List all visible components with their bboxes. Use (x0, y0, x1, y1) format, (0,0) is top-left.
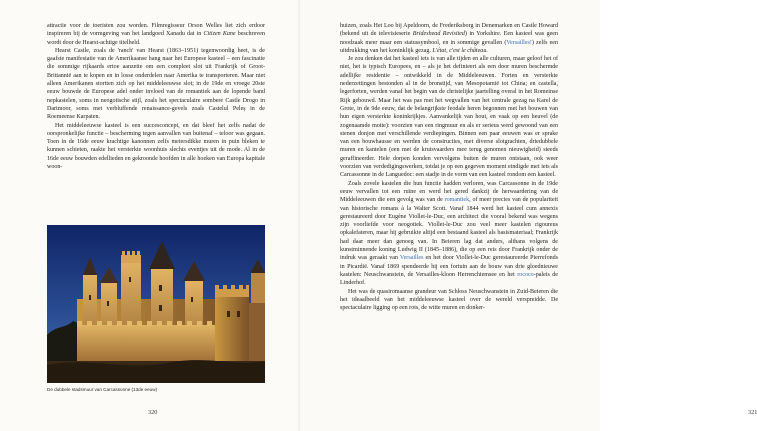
right-page (300, 0, 757, 431)
body-paragraph (47, 22, 265, 47)
italic-text: L'état, c'est le château. (432, 47, 488, 54)
body-paragraph (340, 55, 558, 179)
body-paragraph (340, 180, 558, 288)
left-page (0, 0, 300, 431)
page-number-left: 320 (148, 409, 158, 416)
text-run: Het middeleeuwse kasteel is een succesconcept, en dat bleef het zelfs nadat de oorspronkelijke functie – bescherming tegen aanvallen van buitenaf – teloor was gegaan. Toen in de 16de eeuw krachtige kanonnen zelfs metersdikke muren in puin bleken te kunnen schieten, raakte het versterkte woonhuis slechts eventjes uit de mode. Al in de 16de eeuw bouwden edellieden en gekroonde hoofden in alle hoeken van Europa kapitale woon- (47, 122, 265, 171)
page-number-right: 321 (748, 409, 757, 416)
text-run: en het door Viollet-le-Duc gerestaureerde Pierrefonds in Picardië. Vanaf 1869 spendeerde hij een fortuin aan de bouw van drie gloednieuwe kastelen: Neuschwanstein, de Versailles-kloon Herrenchiemsee en het (340, 255, 558, 278)
cross-reference-link[interactable]: Versailles (399, 255, 424, 262)
left-text-column (47, 22, 265, 171)
text-run: , of meer precies van de populariteit van historische romans à la Walter Scott. Vanaf 1844 werd het kasteel cum annexis gerestaureerd door Eugène Viollet-le-Duc, een architect die vooral bekend was wegens zijn voorliefde voor neogotiek. Viollet-le-Duc zou veel meer kastelen rigoureus opkalefateren, maar hij gebruikte altijd een bestaand kasteel als basismateriaal; Frankrijk had daar meer dan genoeg van. In Beieren lag dat anders, althans volgens de kunstminnende koning Ludwig II (1845–1886), die op een reis door Frankrijk onder de indruk was geraakt van (340, 197, 559, 262)
italic-text: Brideshead Revisited (412, 31, 465, 38)
italic-text: Citizen Kane (203, 31, 236, 38)
body-paragraph (340, 22, 558, 55)
cross-reference-link[interactable]: Versailles! (506, 39, 532, 46)
text-run: Je zou denken dat het kasteel iets is van alle tijden en alle culturen, maar geloof het of niet, het is typisch Europees, en – als je het definieert als een door muren beschermde adellijke residentie – ontwikkeld in de Middeleeuwen. Forten en versterkte nederzettingen bestonden al in de bronstijd, van Mesopotamië tot China; en castella, legerforten, werden vanaf het begin van de christelijke jaartelling overal in het Romeinse Rijk gebouwd. Maar het was pas met het wegvallen van het centrale gezag na Karel de Grote, in de 9de eeuw, dat de belangrijkste feodale heren begonnen met het bouwen van hun eigen versterkte koninkrijkjes. Aanvankelijk van hout, en vaak op een heuvel (de zogenaamde motte): voorzien van een ringmuur en als er serieus werd gewoond van een stenen donjon met verschillende verdiepingen. Binnen een paar eeuwen was er sprake van een bouwhausse en werden de constructies, met diverse slotgrachten, driedubbele muren en kantelen (een met de kruisvaarders mee terug genomen nieuwigheid) steeds geraffineerder. Hele dorpen konden vervolgens buiten de muren ontstaan, ook weer voorzien van verdedigingswerken, totdat je op een gegeven moment eindigde met iets als Carcassonne in de Languedoc: een stadje in de vorm van een kasteel rondom een kasteel. (340, 56, 558, 179)
cross-reference-link[interactable]: romantiek (444, 197, 470, 204)
text-run: huizen, zoals Het Loo bij Apeldoorn, de Frederiksborg in Denemarken en Castle Howard (bekend uit de televisieserie (340, 23, 558, 38)
text-run: ) zelfs een uitdrukking van het koninklijk gezag. (340, 39, 559, 54)
cross-reference-link[interactable]: rococo (517, 271, 534, 278)
text-run: attractie voor de toeristen zou worden. Filmregisseur Orson Welles liet zich erdoor inspireren bij de vormgeving van het landgoed Xanadu dat in (47, 23, 265, 38)
text-run: beschreven wordt door de Hearst-achtige titelheld. (47, 31, 265, 46)
text-run: ) in Yorkshire. Een kasteel was geen noodzaak meer maar een statussymbool, en in sommige gevallen ( (340, 31, 558, 46)
carcassonne-photo (47, 225, 265, 383)
right-text-column (340, 22, 558, 312)
photo-caption: De dubbele stadsmuur van Carcassonne (13de eeuw) (47, 387, 158, 392)
text-run: -paleis de Linderhof. (340, 271, 558, 287)
text-run: Zoals zovele kastelen die hun functie hadden verloren, was Carcassonne in de 19de eeuw vervallen tot een ruïne en werd het gered dankzij de herwaardering van de Middeleeuwen die een gevolg was van de (340, 180, 558, 204)
body-paragraph (47, 47, 265, 122)
text-run: Hearst Castle, zoals de 'ranch' van Hearst (1863–1951) tegenwoordig heet, is de gaafste manifestatie van de Amerikaanse hang naar het Europese kasteel – een fascinatie die sommige rijkaards ertoe aanzette om een compleet slot uit Frankrijk of Groot-Brittannië aan te kopen en in losse onderdelen naar Amerika te transporteren. Maar niet alleen Amerikanen stortten zich op het middeleeuwse slot; in de 19de en vroege 20ste eeuw bouwde de Europese adel onder invloed van de romantiek aan de lopende band nepkastelen, soms in neogotische stijl, zoals het spectaculaire sombere Castle Drogo in Dartmoor, soms met verbluffende renaissance-gevels zoals Castelul Peleș in de Roemeense Karpaten. (47, 47, 265, 121)
text-run: Het was de quasiromaanse grandeur van Schloss Neuschwanstein in Zuid-Beieren die het ideaalbeeld van het middeleeuwse kasteel over de wereld verspreidde. De spectaculaire ligging op een rots, de witte muren en donker- (340, 288, 558, 312)
body-paragraph (340, 288, 558, 313)
body-paragraph (47, 122, 265, 172)
